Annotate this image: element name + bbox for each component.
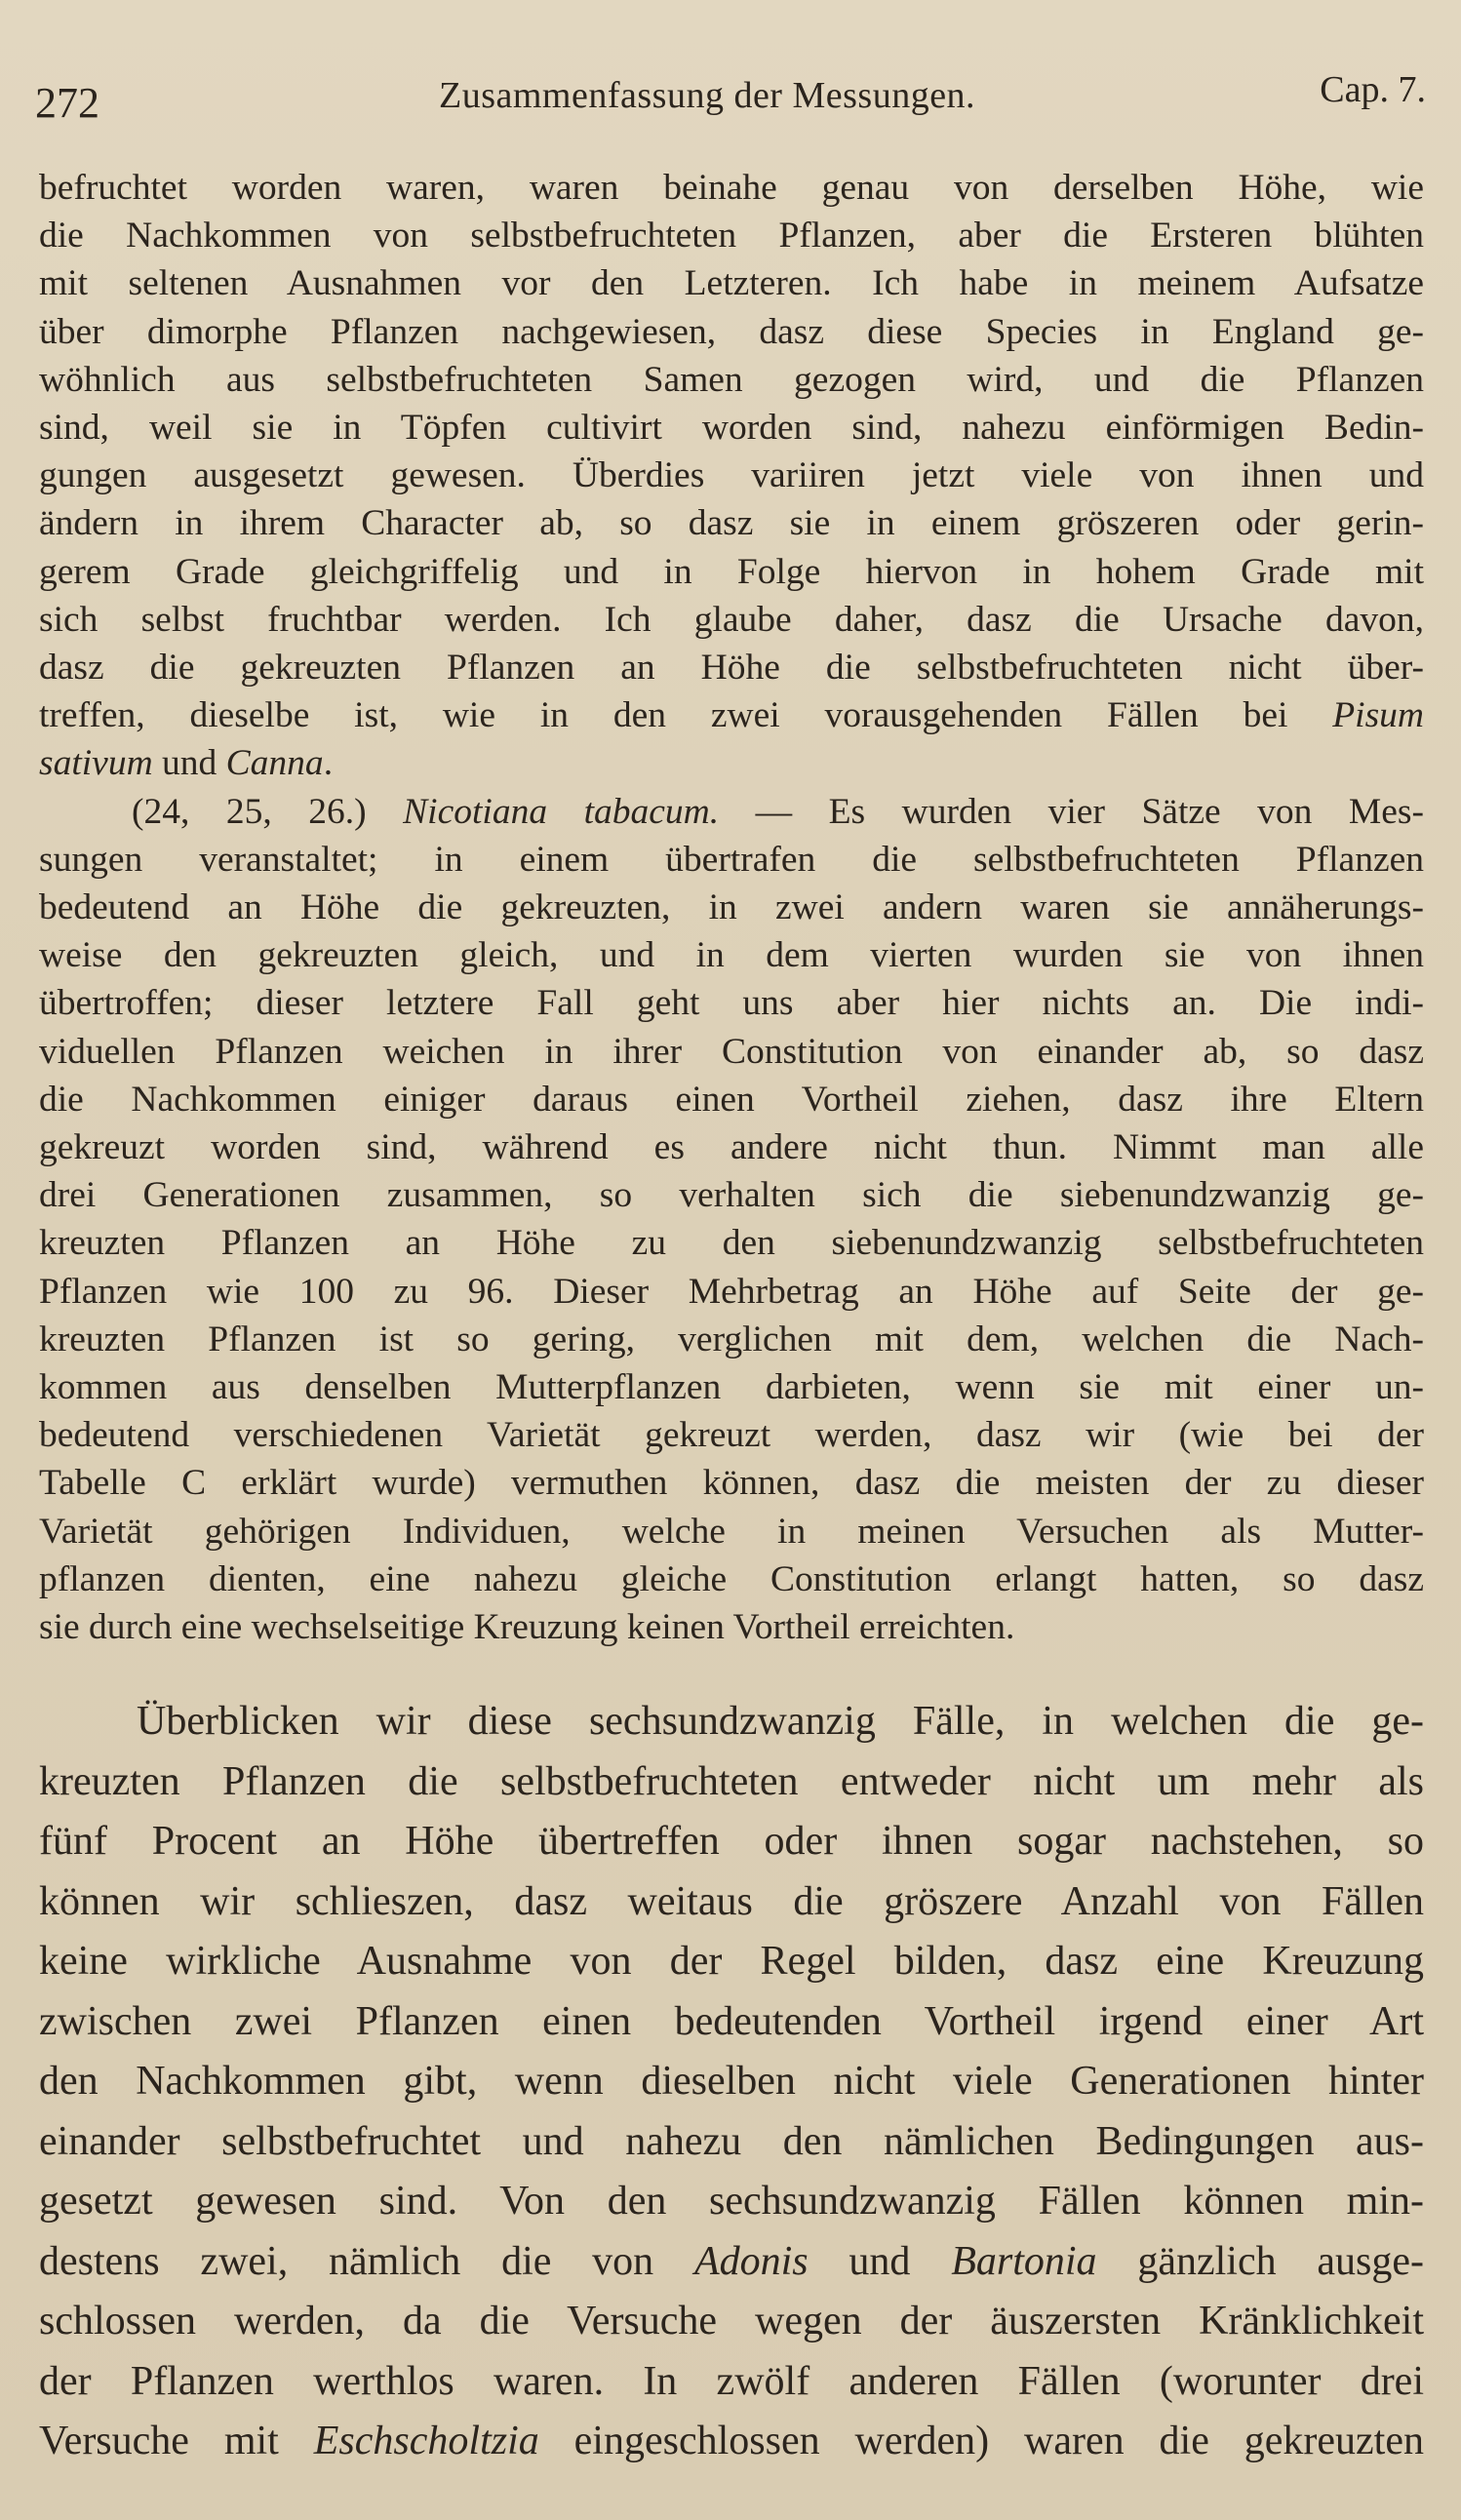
text-line: sie durch eine wechselseitige Kreuzung keinen Vortheil erreichten.: [39, 1607, 1015, 1648]
text-line: [39, 788, 1424, 836]
chapter-label: Cap. 7.: [1320, 69, 1426, 110]
text-line: sind, weil sie in Töpfen cultivirt worden sind, nahezu einförmigen Bedin-: [39, 408, 1424, 449]
text-line: bedeutend an Höhe die gekreuzten, in zwei andern waren sie annäherungs-: [39, 887, 1424, 928]
text-line: keine wirkliche Ausnahme von der Regel bilden, dasz eine Kreuzung: [39, 1939, 1424, 1984]
species-name: Canna: [225, 743, 324, 784]
species-name: sativum: [39, 743, 153, 784]
genus-name: Eschscholtzia: [313, 2419, 539, 2463]
text-line: pflanzen dienten, eine nahezu gleiche Constitution erlangt hatten, so dasz: [39, 1558, 1424, 1599]
text-line: [39, 2232, 1424, 2293]
text-line: ändern in ihrem Character ab, so dasz sie in einem gröszeren oder gerin-: [39, 503, 1424, 544]
text-line: sungen veranstaltet; in einem übertrafen die selbstbefruchteten Pflanzen: [39, 839, 1424, 880]
text-line: drei Generationen zusammen, so verhalten sich die siebenundzwanzig ge-: [39, 1175, 1424, 1216]
text-line: weise den gekreuzten gleich, und in dem vierten wurden sie von ihnen: [39, 935, 1424, 976]
species-name: Nicotiana tabacum.: [403, 791, 720, 832]
small-print-section: [39, 164, 1424, 1651]
text-line: bedeutend verschiedenen Varietät gekreuzt werden, dasz wir (wie bei der: [39, 1415, 1424, 1456]
text-line: viduellen Pflanzen weichen in ihrer Constitution von einander ab, so dasz: [39, 1031, 1424, 1072]
text-line: schlossen werden, da die Versuche wegen der äuszersten Kränklichkeit: [39, 2299, 1424, 2343]
page-header: [35, 68, 1426, 127]
text-line: einander selbstbefruchtet und nahezu den nämlichen Bedingungen aus-: [39, 2118, 1424, 2164]
text-run: destens zwei, nämlich die von: [39, 2238, 694, 2284]
text-run: — Es wurden vier Sätze von Mes-: [719, 791, 1424, 832]
text-line: mit seltenen Ausnahmen vor den Letzteren. Ich habe in meinem Aufsatze: [39, 263, 1424, 304]
text-run: Versuche mit: [39, 2419, 314, 2463]
text-run: eingeschlossen werden) waren die gekreuzten: [538, 2419, 1424, 2463]
text-line: kreuzten Pflanzen an Höhe zu den siebenundzwanzig selbstbefruchteten: [39, 1223, 1424, 1264]
genus-name: Adonis: [693, 2238, 809, 2284]
text-line: Varietät gehörigen Individuen, welche in meinen Versuchen als Mutter-: [39, 1511, 1424, 1552]
text-line: befruchtet worden waren, waren beinahe genau von derselben Höhe, wie: [39, 168, 1424, 208]
text-line: Tabelle C erklärt wurde) vermuthen können, dasz die meisten der zu dieser: [39, 1463, 1424, 1504]
text-line: die Nachkommen einiger daraus einen Vortheil ziehen, dasz ihre Eltern: [39, 1079, 1424, 1120]
text-line: die Nachkommen von selbstbefruchteten Pflanzen, aber die Ersteren blühten: [39, 216, 1424, 256]
paragraph-summary: [39, 1692, 1424, 2472]
text-line: gungen ausgesetzt gewesen. Überdies variiren jetzt viele von ihnen und: [39, 455, 1424, 496]
page-number: 272: [35, 79, 99, 127]
text-line: fünf Procent an Höhe übertreffen oder ihnen sogar nachstehen, so: [39, 1819, 1424, 1864]
text-line: zwischen zwei Pflanzen einen bedeutenden Vortheil irgend einer Art: [39, 1998, 1424, 2044]
text-line: kommen aus denselben Mutterpflanzen darbieten, wenn sie mit einer un-: [39, 1367, 1424, 1408]
text-line: übertroffen; dieser letztere Fall geht uns aber hier nichts an. Die indi-: [39, 983, 1424, 1024]
text-line: sich selbst fruchtbar werden. Ich glaube daher, dasz die Ursache davon,: [39, 599, 1424, 640]
genus-name: Bartonia: [951, 2238, 1097, 2284]
text-run: und: [808, 2238, 952, 2284]
species-name: Pisum: [1332, 695, 1424, 736]
text-line: gerem Grade gleichgriffelig und in Folge hiervon in hohem Grade mit: [39, 551, 1424, 592]
text-line: Überblicken wir diese sechsundzwanzig Fälle, in welchen die ge-: [137, 1699, 1424, 1744]
text-run: (24, 25, 26.): [132, 791, 404, 832]
text-line: dasz die gekreuzten Pflanzen an Höhe die selbstbefruchteten nicht über-: [39, 648, 1424, 689]
text-run: treffen, dieselbe ist, wie in den zwei vorausgehenden Fällen bei: [39, 695, 1288, 736]
text-line: [39, 739, 1424, 787]
text-line: [39, 691, 1424, 739]
text-line: Pflanzen wie 100 zu 96. Dieser Mehrbetrag an Höhe auf Seite der ge-: [39, 1271, 1424, 1312]
text-line: wöhnlich aus selbstbefruchteten Samen gezogen wird, und die Pflanzen: [39, 359, 1424, 400]
text-line: der Pflanzen werthlos waren. In zwölf anderen Fällen (worunter drei: [39, 2358, 1424, 2404]
text-line: kreuzten Pflanzen ist so gering, verglichen mit dem, welchen die Nach-: [39, 1319, 1424, 1359]
body-section: [39, 1692, 1424, 2472]
paragraph-nicotiana: [39, 788, 1424, 1652]
paragraph-continued: [39, 164, 1424, 788]
text-line: über dimorphe Pflanzen nachgewiesen, dasz diese Species in England ge-: [39, 311, 1424, 352]
text-run: und: [152, 743, 226, 784]
text-line: kreuzten Pflanzen die selbstbefruchteten entweder nicht um mehr als: [39, 1758, 1424, 1804]
running-title: Zusammenfassung der Messungen.: [439, 75, 976, 116]
text-line: gesetzt gewesen sind. Von den sechsundzwanzig Fällen können min-: [39, 2179, 1424, 2224]
text-run: .: [323, 743, 334, 784]
text-line: gekreuzt worden sind, während es andere nicht thun. Nimmt man alle: [39, 1127, 1424, 1168]
text-line: [39, 2412, 1424, 2472]
text-run: gänzlich ausge-: [1096, 2238, 1424, 2284]
text-line: können wir schlieszen, dasz weitaus die gröszere Anzahl von Fällen: [39, 1878, 1424, 1924]
text-line: den Nachkommen gibt, wenn dieselben nicht viele Generationen hinter: [39, 2059, 1424, 2104]
